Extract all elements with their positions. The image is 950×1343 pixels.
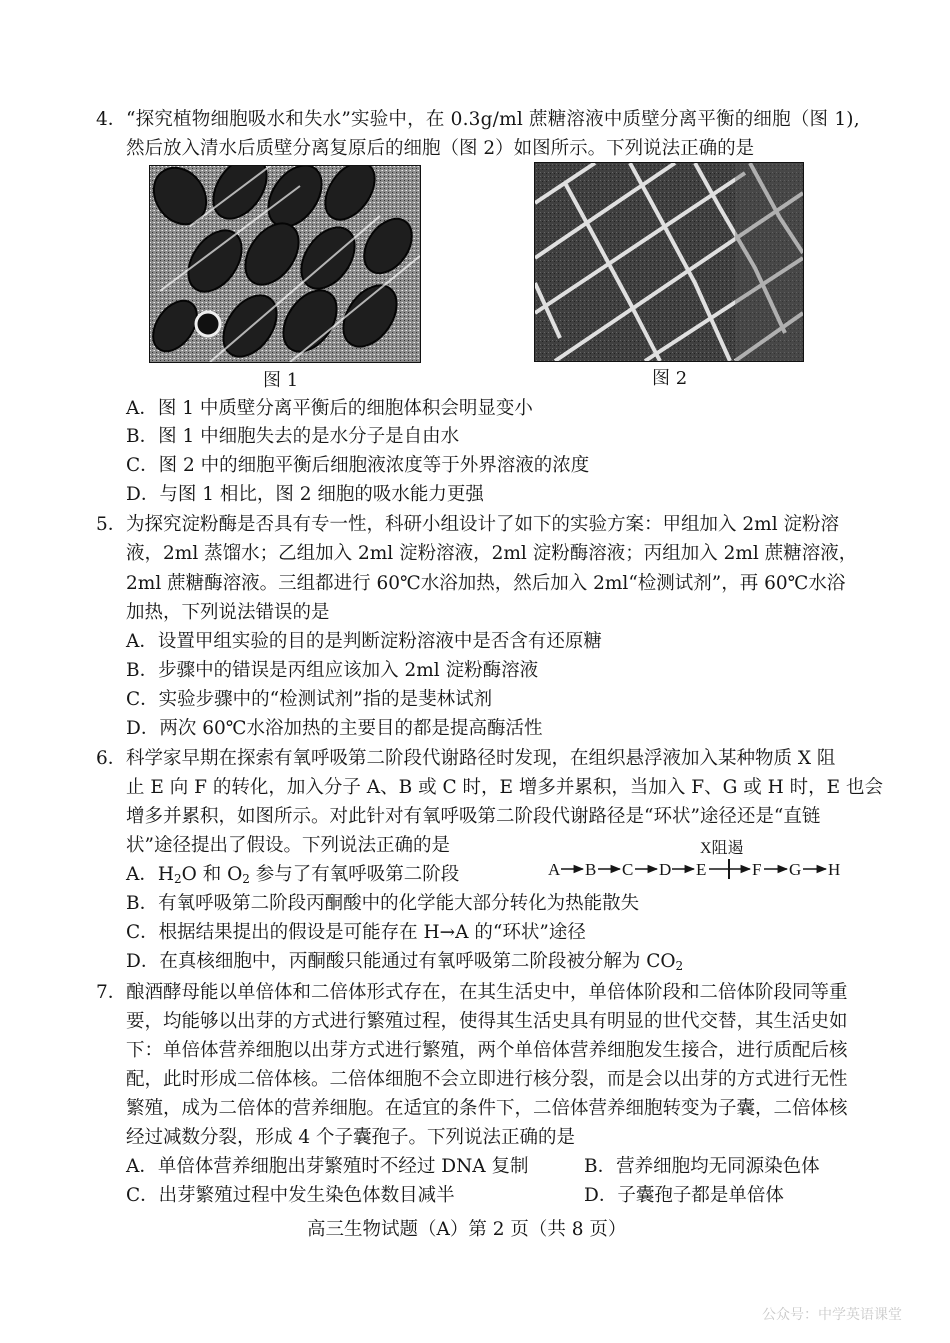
q4-option-b: B．图 1 中细胞失去的是水分子是自由水 bbox=[126, 426, 460, 447]
q5-number: 5． bbox=[96, 514, 127, 535]
q4-stem-line-1: “探究植物细胞吸水和失水”实验中，在 0.3g/ml 蔗糖溶液中质壁分离平衡的细胞（图 1), bbox=[126, 109, 860, 130]
q6-option-a-sub-2: 2 bbox=[242, 872, 250, 886]
q4-option-a: A．图 1 中质壁分离平衡后的细胞体积会明显变小 bbox=[126, 398, 533, 419]
q7-option-d: D．子囊孢子都是单倍体 bbox=[584, 1185, 784, 1206]
q4-option-d: D．与图 1 相比，图 2 细胞的吸水能力更强 bbox=[126, 484, 484, 505]
q6-option-b: B．有氧呼吸第二阶段丙酮酸中的化学能大部分转化为热能散失 bbox=[126, 893, 640, 914]
q7-number: 7． bbox=[96, 982, 127, 1003]
q7-stem-line-2: 要，均能够以出芽的方式进行繁殖过程，使得其生活史具有明显的世代交替，其生活史如 bbox=[126, 1011, 848, 1032]
q5-option-b: B．步骤中的错误是丙组应该加入 2ml 淀粉酶溶液 bbox=[126, 660, 539, 681]
watermark: 公众号：中学英语课堂 bbox=[762, 1307, 902, 1323]
q6-option-c: C．根据结果提出的假设是可能存在 H→A 的“环状”途径 bbox=[126, 922, 586, 943]
diagram-node-f: F bbox=[752, 860, 762, 879]
diagram-node-a: A bbox=[548, 860, 561, 879]
diagram-node-h: H bbox=[828, 860, 841, 879]
q7-option-a: A．单倍体营养细胞出芽繁殖时不经过 DNA 复制 bbox=[126, 1156, 529, 1177]
q6-option-a-mid: O 和 O bbox=[181, 864, 243, 885]
diagram-node-g: G bbox=[789, 860, 802, 879]
q5-stem-line-3: 2ml 蔗糖酶溶液。三组都进行 60℃水浴加热，然后加入 2ml“检测试剂”，再 60℃水浴 bbox=[126, 573, 846, 594]
q7-stem-line-5: 繁殖，成为二倍体的营养细胞。在适宜的条件下，二倍体营养细胞转变为子囊，二倍体核 bbox=[126, 1098, 848, 1119]
q6-option-a bbox=[126, 862, 459, 888]
q6-option-d-text: D．在真核细胞中，丙酮酸只能通过有氧呼吸第二阶段被分解为 CO bbox=[126, 951, 676, 972]
q7-option-b: B．营养细胞均无同源染色体 bbox=[584, 1156, 820, 1177]
q6-option-a-pre: A．H bbox=[126, 864, 174, 885]
q6-option-d-sub: 2 bbox=[675, 959, 684, 973]
q5-option-a: A．设置甲组实验的目的是判断淀粉溶液中是否含有还原糖 bbox=[126, 631, 602, 652]
q7-option-c: C．出芽繁殖过程中发生染色体数目减半 bbox=[126, 1185, 455, 1206]
q7-stem-line-6: 经过减数分裂，形成 4 个子囊孢子。下列说法正确的是 bbox=[126, 1127, 576, 1148]
q4-number: 4． bbox=[96, 109, 127, 130]
diagram-node-d: D bbox=[659, 860, 672, 879]
figure-2-caption: 图 2 bbox=[652, 368, 688, 389]
q6-stem-line-3: 增多并累积，如图所示。对此针对有氧呼吸第二阶段代谢路径是“环状”途径还是“直链 bbox=[126, 806, 821, 827]
q6-option-d bbox=[126, 949, 683, 975]
q7-stem-line-1: 酿酒酵母能以单倍体和二倍体形式存在，在其生活史中，单倍体阶段和二倍体阶段同等重 bbox=[126, 982, 848, 1003]
q7-stem-line-3: 下：单倍体营养细胞以出芽方式进行繁殖，两个单倍体营养细胞发生接合，进行质配后核 bbox=[126, 1040, 848, 1061]
diagram-node-e: E bbox=[696, 860, 707, 879]
q6-number: 6． bbox=[96, 748, 127, 769]
q6-stem-line-4: 状”途径提出了假设。下列说法正确的是 bbox=[126, 835, 450, 856]
q5-option-d: D．两次 60℃水浴加热的主要目的都是提高酶活性 bbox=[126, 718, 543, 739]
q5-stem-line-2: 液，2ml 蒸馏水；乙组加入 2ml 淀粉溶液，2ml 淀粉酶溶液；丙组加入 2ml 蔗糖溶液， bbox=[126, 543, 858, 564]
q5-stem-line-1: 为探究淀粉酶是否具有专一性，科研小组设计了如下的实验方案：甲组加入 2ml 淀粉溶 bbox=[126, 514, 839, 535]
diagram-node-c: C bbox=[622, 860, 634, 879]
pathway-diagram bbox=[548, 838, 848, 884]
q5-stem-line-4: 加热，下列说法错误的是 bbox=[126, 602, 330, 623]
q7-stem-line-4: 配，此时形成二倍体核。二倍体细胞不会立即进行核分裂，而是会以出芽的方式进行无性 bbox=[126, 1069, 848, 1090]
diagram-node-b: B bbox=[585, 860, 597, 879]
q4-option-c: C．图 2 中的细胞平衡后细胞液浓度等于外界溶液的浓度 bbox=[126, 455, 590, 476]
q6-stem-line-2: 止 E 向 F 的转化，加入分子 A、B 或 C 时，E 增多并累积，当加入 F、G 或 H 时，E 也会 bbox=[126, 777, 884, 798]
figure-2-micrograph bbox=[534, 162, 804, 362]
q4-stem-line-2: 然后放入清水后质壁分离复原后的细胞（图 2）如图所示。下列说法正确的是 bbox=[126, 138, 755, 159]
q5-option-c: C．实验步骤中的“检测试剂”指的是斐林试剂 bbox=[126, 689, 493, 710]
q6-stem-line-1: 科学家早期在探索有氧呼吸第二阶段代谢路径时发现，在组织悬浮液加入某种物质 X 阻 bbox=[126, 748, 836, 769]
q6-option-a-sub-1: 2 bbox=[174, 872, 182, 886]
figure-1-caption: 图 1 bbox=[263, 370, 299, 391]
figure-1-micrograph bbox=[149, 165, 421, 363]
diagram-block-label: X阻遏 bbox=[700, 840, 744, 857]
q6-option-a-post: 参与了有氧呼吸第二阶段 bbox=[249, 864, 460, 885]
page-footer: 高三生物试题（A）第 2 页（共 8 页） bbox=[307, 1219, 627, 1240]
